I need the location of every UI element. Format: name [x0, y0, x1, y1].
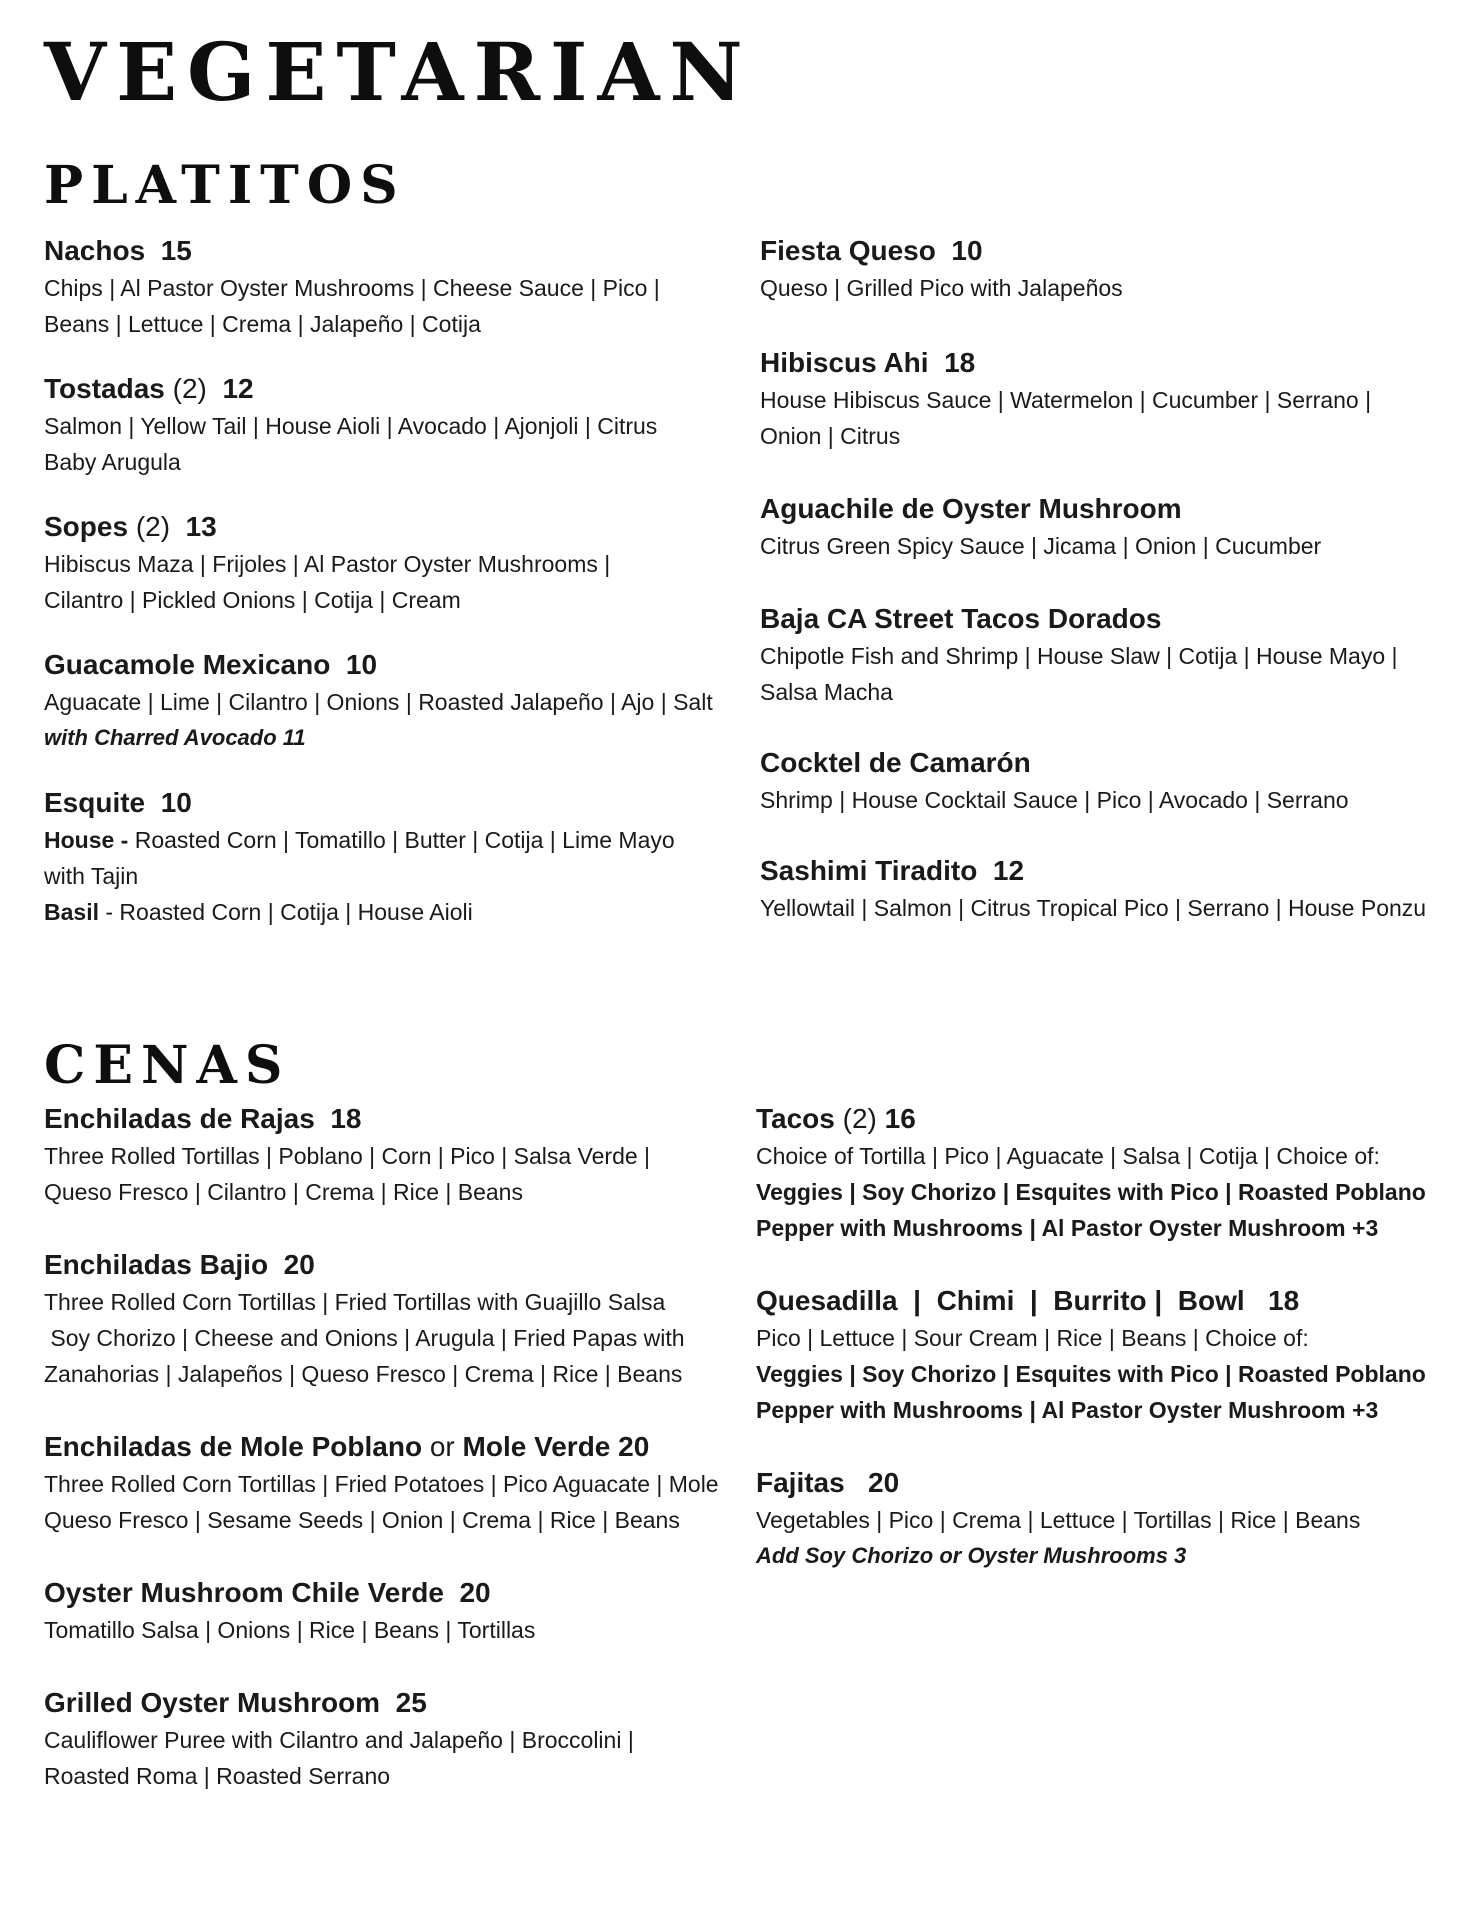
item-price: 18	[330, 1103, 362, 1134]
item-price: 18	[944, 347, 976, 378]
item-description: Choice of Tortilla | Pico | Aguacate | Salsa | Cotija | Choice of:	[756, 1143, 1380, 1169]
menu-item-enchiladas-de-rajas	[44, 1100, 764, 1210]
variant-label: House -	[44, 827, 129, 853]
item-description: Queso Fresco | Sesame Seeds | Onion | Crema | Rice | Beans	[44, 1507, 680, 1533]
item-name: Enchiladas Bajio	[44, 1249, 269, 1280]
item-price: 13	[185, 511, 217, 542]
item-price: 12	[992, 855, 1025, 886]
item-description: Three Rolled Tortillas | Poblano | Corn | Pico | Salsa Verde |	[44, 1143, 651, 1169]
item-name: Grilled Oyster Mushroom	[44, 1687, 381, 1718]
item-name: Tostadas	[44, 373, 165, 404]
item-price: 18	[1268, 1285, 1300, 1316]
item-name: Sashimi Tiradito	[760, 855, 978, 886]
item-description: Queso | Grilled Pico with Jalapeños	[760, 275, 1123, 301]
item-addon: with Charred Avocado 11	[44, 725, 306, 750]
menu-item-oyster-mushroom-chile-verde	[44, 1574, 764, 1648]
item-name: Guacamole Mexicano	[44, 649, 331, 680]
item-description: Aguacate | Lime | Cilantro | Onions | Roasted Jalapeño | Ajo | Salt	[44, 689, 713, 715]
item-name: Tacos	[756, 1103, 835, 1134]
menu-item-quesadilla-chimi-burrito-bowl	[756, 1282, 1466, 1428]
item-name: Nachos	[44, 235, 146, 266]
item-variant-basil: Basil - Roasted Corn | Cotija | House Aioli	[44, 899, 473, 925]
page-title: VEGETARIAN	[44, 25, 753, 119]
item-choices: Pepper with Mushrooms | Al Pastor Oyster Mushroom +3	[756, 1397, 1379, 1423]
item-description: Roasted Roma | Roasted Serrano	[44, 1763, 391, 1789]
item-name: Enchiladas de Rajas	[44, 1103, 315, 1134]
menu-item-enchiladas-mole	[44, 1428, 764, 1538]
menu-item-aguachile	[760, 490, 1460, 564]
item-price: 15	[160, 235, 192, 266]
item-name: Fajitas	[756, 1467, 845, 1498]
item-price: 10	[160, 787, 192, 818]
item-description: Beans | Lettuce | Crema | Jalapeño | Cotija	[44, 311, 481, 337]
item-choices: Pepper with Mushrooms | Al Pastor Oyster Mushroom +3	[756, 1215, 1379, 1241]
menu-item-nachos	[44, 232, 744, 342]
item-name: Oyster Mushroom Chile Verde	[44, 1577, 444, 1608]
menu-item-street-tacos-dorados	[760, 600, 1460, 710]
menu-item-fajitas	[756, 1464, 1466, 1574]
item-description: Cauliflower Puree with Cilantro and Jalapeño | Broccolini |	[44, 1727, 634, 1753]
item-price: 20	[618, 1431, 650, 1462]
item-description: Three Rolled Corn Tortillas | Fried Potatoes | Pico Aguacate | Mole	[44, 1471, 719, 1497]
cenas-right-column	[756, 1100, 1466, 1602]
item-addon: Add Soy Chorizo or Oyster Mushrooms 3	[756, 1543, 1187, 1568]
item-name-alt: Mole Verde	[462, 1431, 611, 1462]
item-description: Three Rolled Corn Tortillas | Fried Tortillas with Guajillo Salsa	[44, 1289, 666, 1315]
menu-item-guacamole-mexicano	[44, 646, 744, 756]
item-quantity: (2)	[172, 373, 207, 404]
item-description: Tomatillo Salsa | Onions | Rice | Beans | Tortillas	[44, 1617, 536, 1643]
item-description: with Tajin	[44, 863, 139, 889]
item-description: Onion | Citrus	[760, 423, 901, 449]
item-description: Soy Chorizo | Cheese and Onions | Arugula | Fried Papas with	[44, 1325, 685, 1351]
platitos-left-column	[44, 232, 744, 958]
item-description: Vegetables | Pico | Crema | Lettuce | Tortillas | Rice | Beans	[756, 1507, 1361, 1533]
item-name: Sopes	[44, 511, 129, 542]
item-description: Hibiscus Maza | Frijoles | Al Pastor Oyster Mushrooms |	[44, 551, 611, 577]
cenas-left-column	[44, 1100, 764, 1822]
item-name: Esquite	[44, 787, 146, 818]
item-name: Hibiscus Ahi	[760, 347, 929, 378]
item-choices: Veggies | Soy Chorizo | Esquites with Pico | Roasted Poblano	[756, 1361, 1426, 1387]
item-price: 12	[222, 373, 254, 404]
item-choices: Veggies | Soy Chorizo | Esquites with Pico | Roasted Poblano	[756, 1179, 1426, 1205]
item-description: Queso Fresco | Cilantro | Crema | Rice | Beans	[44, 1179, 523, 1205]
item-description: Zanahorias | Jalapeños | Queso Fresco | Crema | Rice | Beans	[44, 1361, 683, 1387]
section-title-platitos: PLATITOS	[44, 155, 406, 216]
item-description: Citrus Green Spicy Sauce | Jicama | Onion | Cucumber	[760, 533, 1322, 559]
item-description: Chips | Al Pastor Oyster Mushrooms | Cheese Sauce | Pico |	[44, 275, 660, 301]
item-description: Salsa Macha	[760, 679, 893, 705]
menu-item-cocktel-de-camaron	[760, 744, 1460, 818]
menu-item-enchiladas-bajio	[44, 1246, 764, 1392]
item-description: Pico | Lettuce | Sour Cream | Rice | Beans | Choice of:	[756, 1325, 1309, 1351]
item-name: Aguachile de Oyster Mushroom	[760, 493, 1182, 524]
item-quantity: (2)	[135, 511, 171, 542]
item-description: Shrimp | House Cocktail Sauce | Pico | Avocado | Serrano	[760, 787, 1349, 813]
item-variant-house: House - Roasted Corn | Tomatillo | Butter | Cotija | Lime Mayo	[44, 827, 675, 853]
item-description: Baby Arugula	[44, 449, 181, 475]
variant-label: Basil	[44, 899, 99, 925]
menu-item-fiesta-queso	[760, 232, 1460, 306]
menu-item-tacos	[756, 1100, 1466, 1246]
menu-item-hibiscus-ahi	[760, 344, 1460, 454]
item-quantity: (2)	[842, 1103, 877, 1134]
item-description: Chipotle Fish and Shrimp | House Slaw | Cotija | House Mayo |	[760, 643, 1398, 669]
item-price: 20	[868, 1467, 900, 1498]
item-description: House Hibiscus Sauce | Watermelon | Cucumber | Serrano |	[760, 387, 1372, 413]
item-price: 16	[884, 1103, 916, 1134]
menu-item-sashimi-tiradito	[760, 852, 1460, 926]
item-name: Cocktel de Camarón	[760, 747, 1031, 778]
platitos-right-column	[760, 232, 1460, 954]
section-title-cenas: CENAS	[44, 1035, 291, 1096]
menu-item-esquite	[44, 784, 744, 930]
item-price: 25	[395, 1687, 427, 1718]
item-description: Salmon | Yellow Tail | House Aioli | Avocado | Ajonjoli | Citrus	[44, 413, 658, 439]
item-price: 20	[283, 1249, 315, 1280]
item-price: 10	[951, 235, 983, 266]
item-name: Fiesta Queso	[760, 235, 936, 266]
menu-item-sopes	[44, 508, 744, 618]
item-price: 20	[459, 1577, 491, 1608]
item-name: Baja CA Street Tacos Dorados	[760, 603, 1162, 634]
item-description: Yellowtail | Salmon | Citrus Tropical Pico | Serrano | House Ponzu	[760, 895, 1427, 921]
item-name: Quesadilla | Chimi | Burrito | Bowl	[756, 1285, 1245, 1316]
menu-item-grilled-oyster-mushroom	[44, 1684, 764, 1794]
menu-item-tostadas	[44, 370, 744, 480]
item-description: Cilantro | Pickled Onions | Cotija | Cream	[44, 587, 461, 613]
item-name: Enchiladas de Mole Poblano	[44, 1431, 423, 1462]
item-connector: or	[429, 1431, 455, 1462]
item-price: 10	[345, 649, 378, 680]
